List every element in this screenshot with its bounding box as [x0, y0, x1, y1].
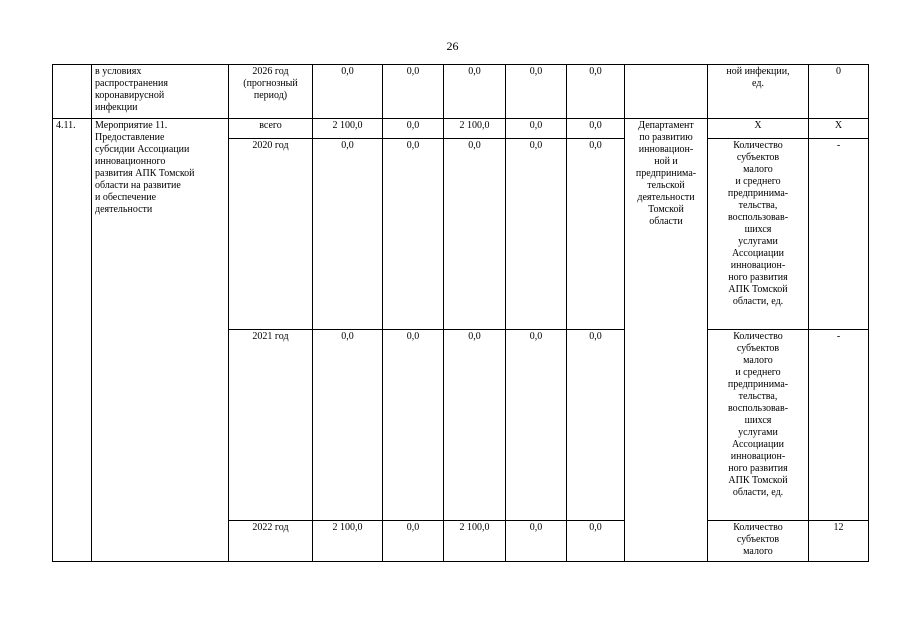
value-cell: 0,0	[567, 119, 625, 139]
value-cell: 0,0	[506, 65, 567, 119]
target-cell: 0	[809, 65, 869, 119]
value-cell: 0,0	[383, 330, 444, 521]
value-cell: 0,0	[383, 139, 444, 330]
value-cell: 0,0	[567, 139, 625, 330]
value-cell: 0,0	[444, 65, 506, 119]
executor-cell: Департамент по развитию инновацион- ной и предпринима- тельской деятельности Томской области	[625, 119, 708, 562]
value-cell: 0,0	[383, 119, 444, 139]
indicator-cell: Х	[708, 119, 809, 139]
value-cell: 2 100,0	[444, 119, 506, 139]
indicator-cell: Количество субъектов малого и среднего предпринима- тельства, воспользовав- шихся услугами Ассоциации инновацион- ного развития АПК Томской области, ед.	[708, 330, 809, 521]
value-cell: 0,0	[444, 139, 506, 330]
num-cell: 4.11.	[53, 119, 92, 562]
indicator-cell: ной инфекции, ед.	[708, 65, 809, 119]
value-cell: 0,0	[506, 119, 567, 139]
value-cell: 0,0	[444, 330, 506, 521]
page-number: 26	[446, 39, 459, 53]
table-row	[53, 65, 869, 119]
value-cell: 2 100,0	[313, 521, 383, 562]
period-cell: 2022 год	[229, 521, 313, 562]
value-cell: 2 100,0	[444, 521, 506, 562]
target-cell: Х	[809, 119, 869, 139]
value-cell: 0,0	[506, 139, 567, 330]
measure-name-cell: Мероприятие 11. Предоставление субсидии Ассоциации инновационного развития АПК Томской области на развитие и обеспечение деятельности	[92, 119, 229, 562]
period-cell: 2020 год	[229, 139, 313, 330]
target-cell: -	[809, 139, 869, 330]
target-cell: 12	[809, 521, 869, 562]
value-cell: 0,0	[313, 330, 383, 521]
target-cell: -	[809, 330, 869, 521]
value-cell: 0,0	[383, 65, 444, 119]
value-cell: 0,0	[383, 521, 444, 562]
executor-cell	[625, 65, 708, 119]
period-cell: 2021 год	[229, 330, 313, 521]
num-cell	[53, 65, 92, 119]
indicator-cell: Количество субъектов малого и среднего предпринима- тельства, воспользовав- шихся услугами Ассоциации инновацион- ного развития АПК Томской области, ед.	[708, 139, 809, 330]
value-cell: 0,0	[567, 65, 625, 119]
value-cell: 2 100,0	[313, 119, 383, 139]
period-cell: 2026 год (прогнозный период)	[229, 65, 313, 119]
value-cell: 0,0	[567, 521, 625, 562]
value-cell: 0,0	[567, 330, 625, 521]
period-cell: всего	[229, 119, 313, 139]
value-cell: 0,0	[506, 330, 567, 521]
value-cell: 0,0	[313, 139, 383, 330]
value-cell: 0,0	[506, 521, 567, 562]
program-table	[52, 64, 869, 562]
table-row	[53, 119, 869, 139]
measure-name-cell: в условиях распространения коронавирусной инфекции	[92, 65, 229, 119]
value-cell: 0,0	[313, 65, 383, 119]
indicator-cell: Количество субъектов малого	[708, 521, 809, 562]
